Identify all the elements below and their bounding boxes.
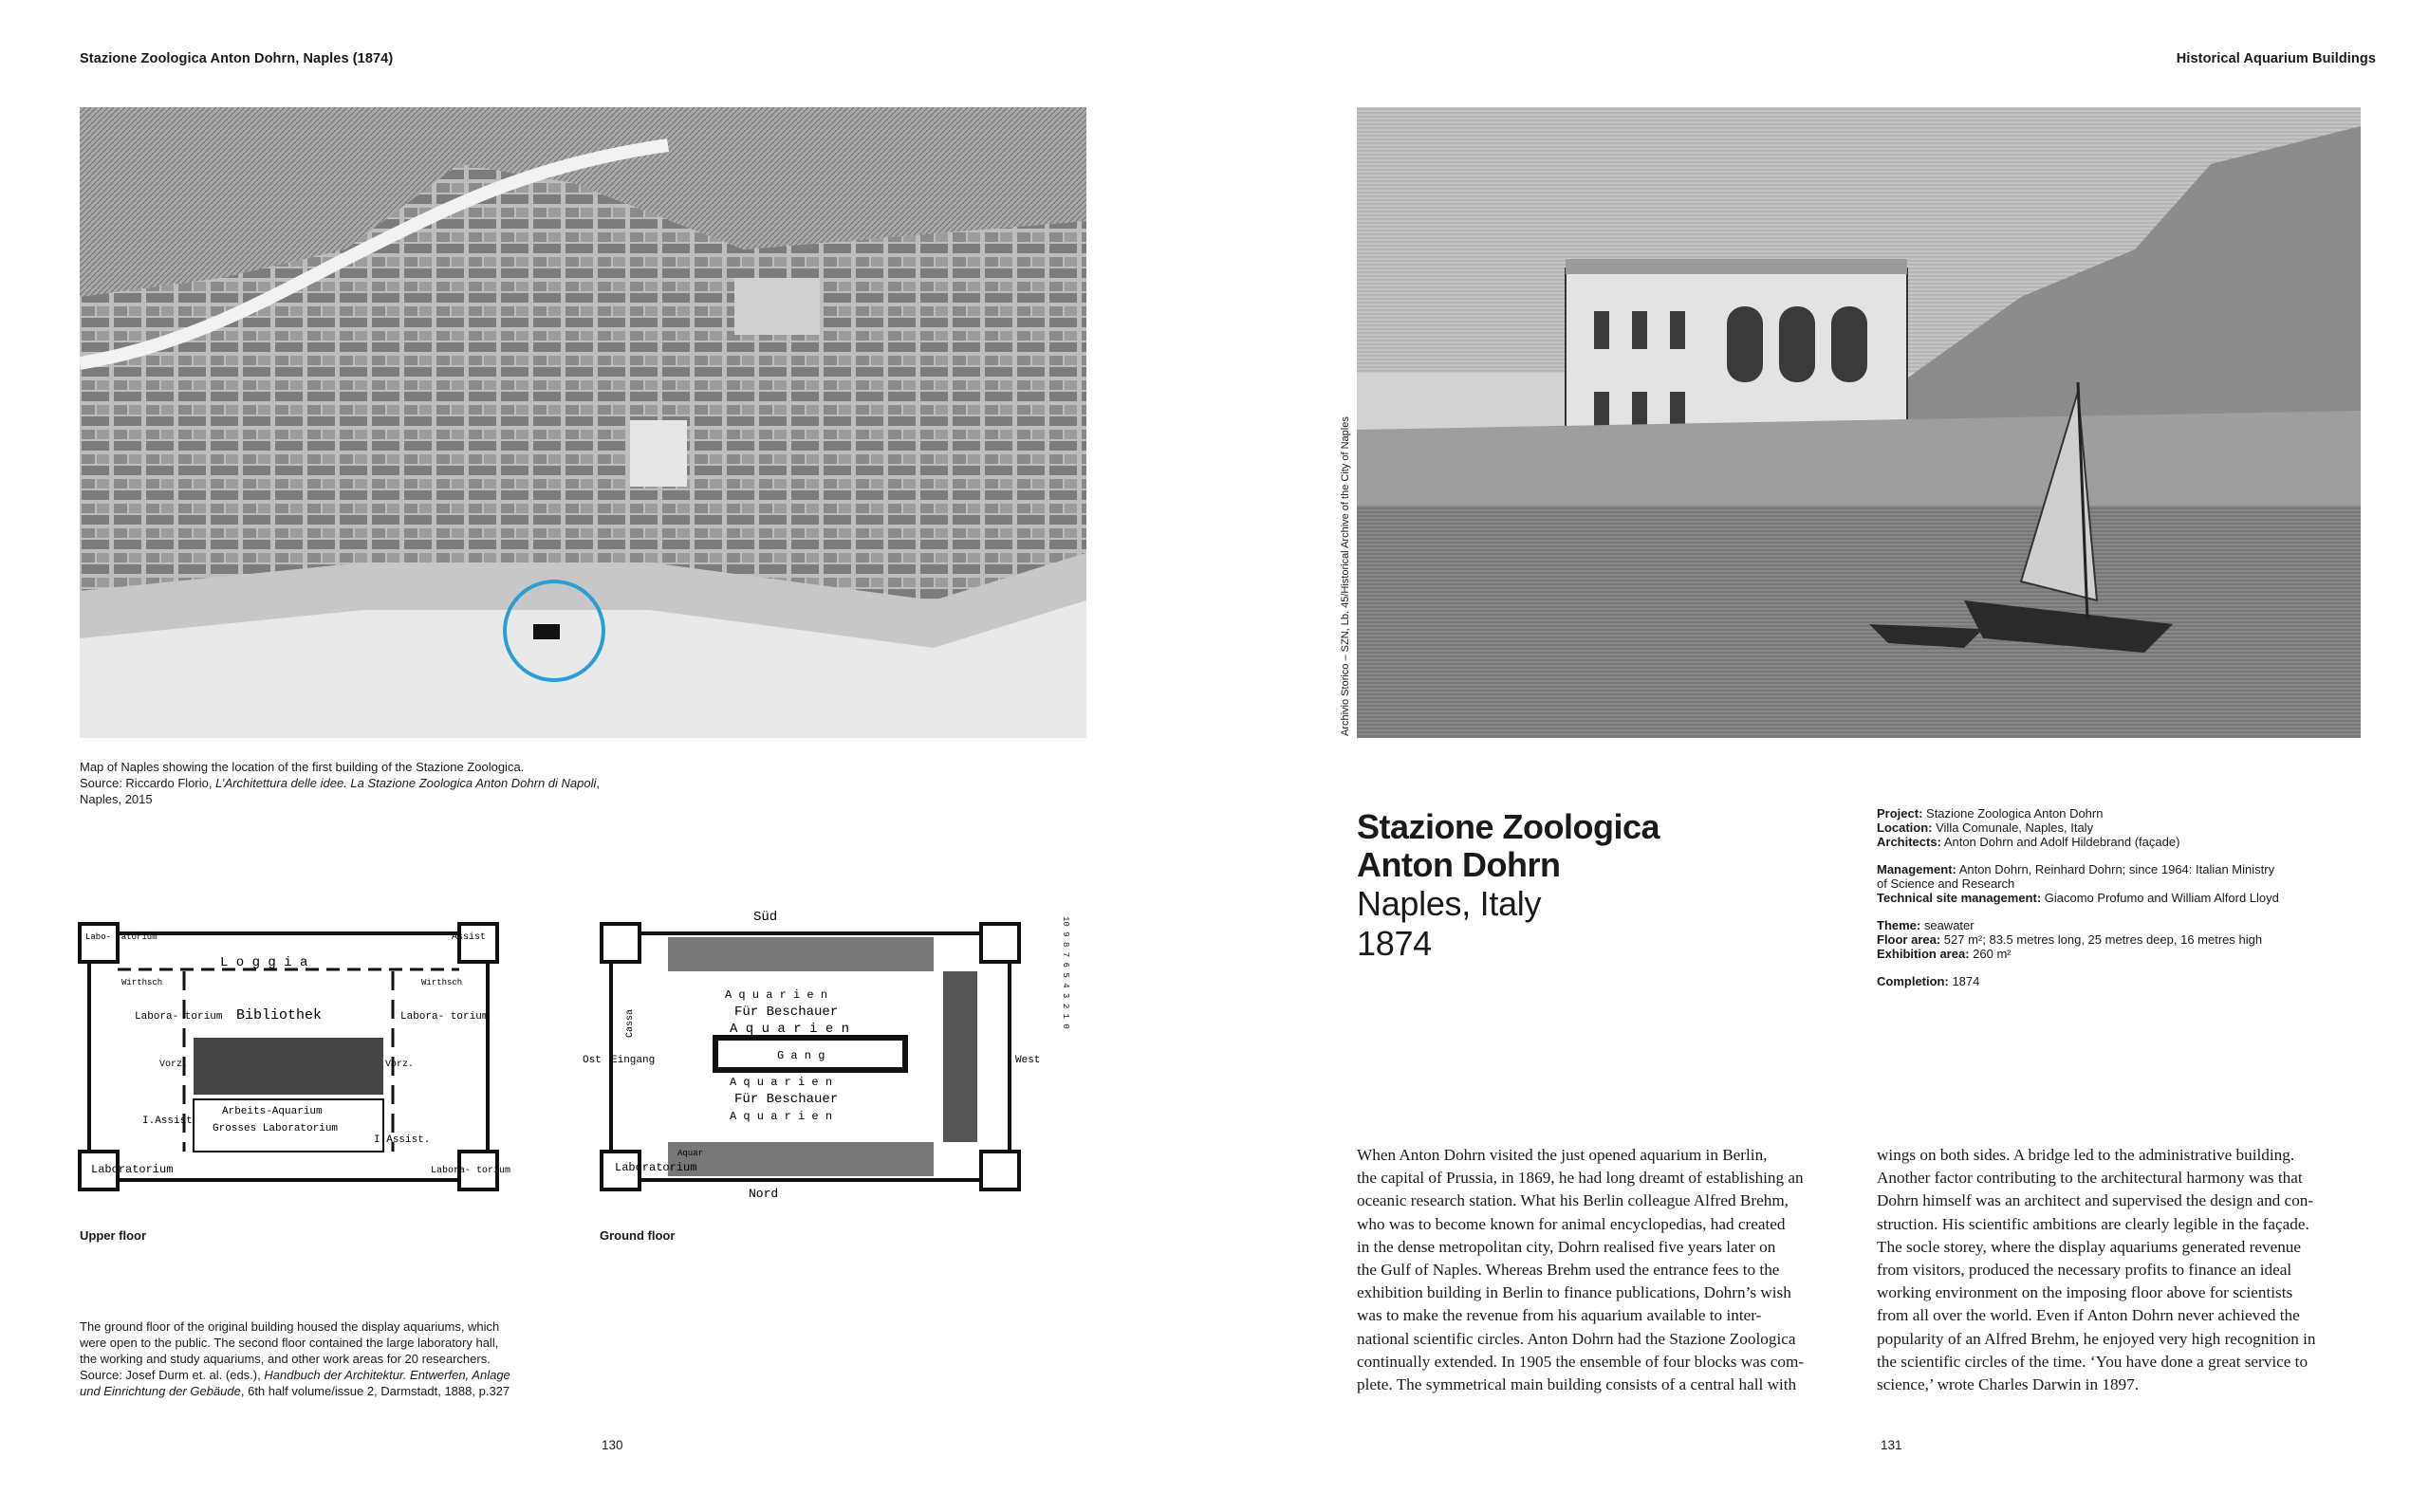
room-label: Labo- ratorium xyxy=(85,932,158,942)
room-label: Aquar xyxy=(677,1149,704,1158)
room-label: Vorz. xyxy=(159,1060,189,1070)
caption-italic: L’Architettura delle idee. La Stazione Zoologica Anton Dohrn di Napoli xyxy=(215,776,597,790)
fact-location: Location: Villa Comunale, Naples, Italy xyxy=(1877,821,2094,835)
body-line: national scientific circles. Anton Dohrn had the Stazione Zoologica xyxy=(1357,1329,1796,1348)
body-line: from all over the world. Even if Anton Dohrn never achieved the xyxy=(1877,1306,2300,1325)
body-line: in the dense metropolitan city, Dohrn realised five years later on xyxy=(1357,1237,1776,1256)
plan-caption-line: the working and study aquariums, and other work areas for 20 researchers. xyxy=(80,1352,491,1366)
room-label: Vorz. xyxy=(385,1060,415,1070)
article-year: 1874 xyxy=(1357,924,1432,963)
naples-map-drawing xyxy=(80,107,1086,738)
room-label: Assist xyxy=(452,932,487,943)
facts-block xyxy=(1877,806,2370,988)
room-label: Arbeits-Aquarium xyxy=(222,1106,323,1117)
body-line: was to make the revenue from his aquarium available to inter- xyxy=(1357,1306,1762,1325)
body-line: exhibition building in Berlin to finance publications, Dohrn’s wish xyxy=(1357,1283,1791,1302)
room-label: A q u a r i e n xyxy=(730,1022,850,1037)
plan-caption xyxy=(80,1318,687,1399)
fact-completion: Completion: 1874 xyxy=(1877,974,1980,988)
article-title: Stazione Zoologica xyxy=(1357,807,1660,846)
body-line: the Gulf of Naples. Whereas Brehm used the entrance fees to the xyxy=(1357,1261,1780,1280)
map-caption-source xyxy=(80,775,1029,791)
body-line: wings on both sides. A bridge led to the administrative building. xyxy=(1877,1146,2295,1164)
left-running-head: Stazione Zoologica Anton Dohrn, Naples (1874) xyxy=(80,51,394,66)
compass-label: Süd xyxy=(753,910,778,925)
room-label: Cassa xyxy=(625,1008,636,1038)
article-title-block xyxy=(1357,808,1850,964)
body-line: The socle storey, where the display aquariums generated revenue xyxy=(1877,1237,2302,1256)
article-title: Anton Dohrn xyxy=(1357,845,1561,884)
upper-floor-plan-drawing xyxy=(80,914,511,1199)
room-label: Für Beschauer xyxy=(734,1092,839,1107)
caption-text: , 6th half volume/issue 2, Darmstadt, 1888, p.327 xyxy=(240,1384,510,1398)
room-label: Labora- torium xyxy=(400,1011,489,1023)
station-engraving-image xyxy=(1357,107,2361,738)
naples-map-image xyxy=(80,107,1086,738)
body-line: from visitors, produced the necessary profits to finance an ideal xyxy=(1877,1261,2292,1280)
body-column-1 xyxy=(1357,1144,1848,1396)
compass-label: Nord xyxy=(749,1187,779,1201)
fact-architects: Architects: Anton Dohrn and Adolf Hildebrand (façade) xyxy=(1877,835,2180,849)
caption-text: Source: Riccardo Florio, xyxy=(80,776,216,790)
room-label: Eingang xyxy=(611,1055,656,1066)
room-label: Labora- torium xyxy=(135,1011,223,1023)
station-engraving-drawing xyxy=(1357,107,2361,738)
compass-label: Ost xyxy=(583,1055,602,1066)
scale-numbers: 10 9 8 7 6 5 4 3 2 1 0 xyxy=(1061,916,1070,1029)
room-label: A q u a r i e n xyxy=(730,1076,833,1089)
room-label: Laboratorium xyxy=(91,1163,174,1176)
room-label: Labora- torium xyxy=(431,1166,511,1176)
room-label: L o g g i a xyxy=(220,955,308,970)
ground-floor-plan xyxy=(583,895,1057,1208)
room-label: Bibliothek xyxy=(236,1007,323,1023)
body-line: plete. The symmetrical main building consists of a central hall with xyxy=(1357,1375,1797,1394)
map-caption-line: Map of Naples showing the location of the first building of the Stazione Zoologica. xyxy=(80,760,525,774)
map-caption xyxy=(80,759,1029,807)
body-line: Dohrn himself was an architect and supervised the design and con- xyxy=(1877,1191,2314,1210)
fact-management-cont: of Science and Research xyxy=(1877,876,2015,891)
caption-text: Source: Josef Durm et. al. (eds.), xyxy=(80,1368,265,1382)
fact-floor-area: Floor area: 527 m²; 83.5 metres long, 25 metres deep, 16 metres high xyxy=(1877,932,2263,947)
map-caption-line: Naples, 2015 xyxy=(80,792,153,806)
image-credit-wrapper xyxy=(1340,416,1355,1097)
right-running-head: Historical Aquarium Buildings xyxy=(2176,51,2376,66)
fact-project: Project: Stazione Zoologica Anton Dohrn xyxy=(1877,806,2104,821)
caption-italic: Handbuch der Architektur. Entwerfen, Anlage xyxy=(264,1368,510,1382)
body-line: who was to become known for animal encyclopedias, had created xyxy=(1357,1214,1786,1233)
fact-exhibition-area: Exhibition area: 260 m² xyxy=(1877,947,2012,961)
plan-caption-line: were open to the public. The second floor contained the large laboratory hall, xyxy=(80,1336,499,1350)
compass-label: West xyxy=(1015,1055,1041,1066)
caption-text: , xyxy=(596,776,601,790)
body-line: continually extended. In 1905 the ensemble of four blocks was com- xyxy=(1357,1352,1805,1371)
body-line: oceanic research station. What his Berlin colleague Alfred Brehm, xyxy=(1357,1191,1789,1210)
fact-management: Management: Anton Dohrn, Reinhard Dohrn; since 1964: Italian Ministry xyxy=(1877,862,2275,876)
body-line: the capital of Prussia, in 1869, he had long dreamt of establishing an xyxy=(1357,1169,1804,1188)
body-line: science,’ wrote Charles Darwin in 1897. xyxy=(1877,1375,2140,1394)
ground-floor-label: Ground floor xyxy=(600,1228,676,1243)
fact-theme: Theme: seawater xyxy=(1877,918,1975,932)
left-page-number: 130 xyxy=(602,1438,623,1452)
room-label: A q u a r i e n xyxy=(725,988,828,1002)
ground-floor-plan-drawing xyxy=(583,895,1057,1208)
body-line: struction. His scientific ambitions are clearly legible in the façade. xyxy=(1877,1214,2309,1233)
right-page-number: 131 xyxy=(1881,1438,1902,1452)
plan-caption-source xyxy=(80,1383,687,1399)
article-subtitle: Naples, Italy xyxy=(1357,884,1542,923)
image-credit: Archivio Storico – SZN, Lb. 45/Historical Archive of the City of Naples xyxy=(1340,416,1351,736)
plan-scale-bar xyxy=(1061,916,1080,1049)
upper-floor-label: Upper floor xyxy=(80,1228,147,1243)
room-label: Laboratorium xyxy=(615,1161,697,1174)
fact-technical: Technical site management: Giacomo Profumo and William Alford Lloyd xyxy=(1877,891,2279,905)
caption-italic: und Einrichtung der Gebäude xyxy=(80,1384,241,1398)
room-label: Grosses Laboratorium xyxy=(213,1123,339,1134)
upper-floor-plan xyxy=(80,914,511,1199)
room-label: Wirthsch xyxy=(421,978,463,987)
body-line: popularity of an Alfred Brehm, he enjoyed very high recognition in xyxy=(1877,1329,2316,1348)
body-line: the scientific circles of the time. ‘You have done a great service to xyxy=(1877,1352,2308,1371)
body-line: Another factor contributing to the architectural harmony was that xyxy=(1877,1169,2303,1188)
room-label: Für Beschauer xyxy=(734,1005,839,1020)
room-label: I.Assist. xyxy=(374,1134,431,1146)
room-label: Wirthsch xyxy=(121,978,163,987)
plan-caption-source xyxy=(80,1367,687,1383)
body-column-2 xyxy=(1877,1144,2368,1396)
body-line: working environment on the imposing floor above for scientists xyxy=(1877,1283,2293,1302)
room-label: I.Assist xyxy=(142,1116,193,1127)
plan-caption-line: The ground floor of the original building housed the display aquariums, which xyxy=(80,1319,500,1334)
room-label: A q u a r i e n xyxy=(730,1110,833,1123)
room-label: G a n g xyxy=(777,1049,825,1062)
body-line: When Anton Dohrn visited the just opened aquarium in Berlin, xyxy=(1357,1146,1768,1164)
